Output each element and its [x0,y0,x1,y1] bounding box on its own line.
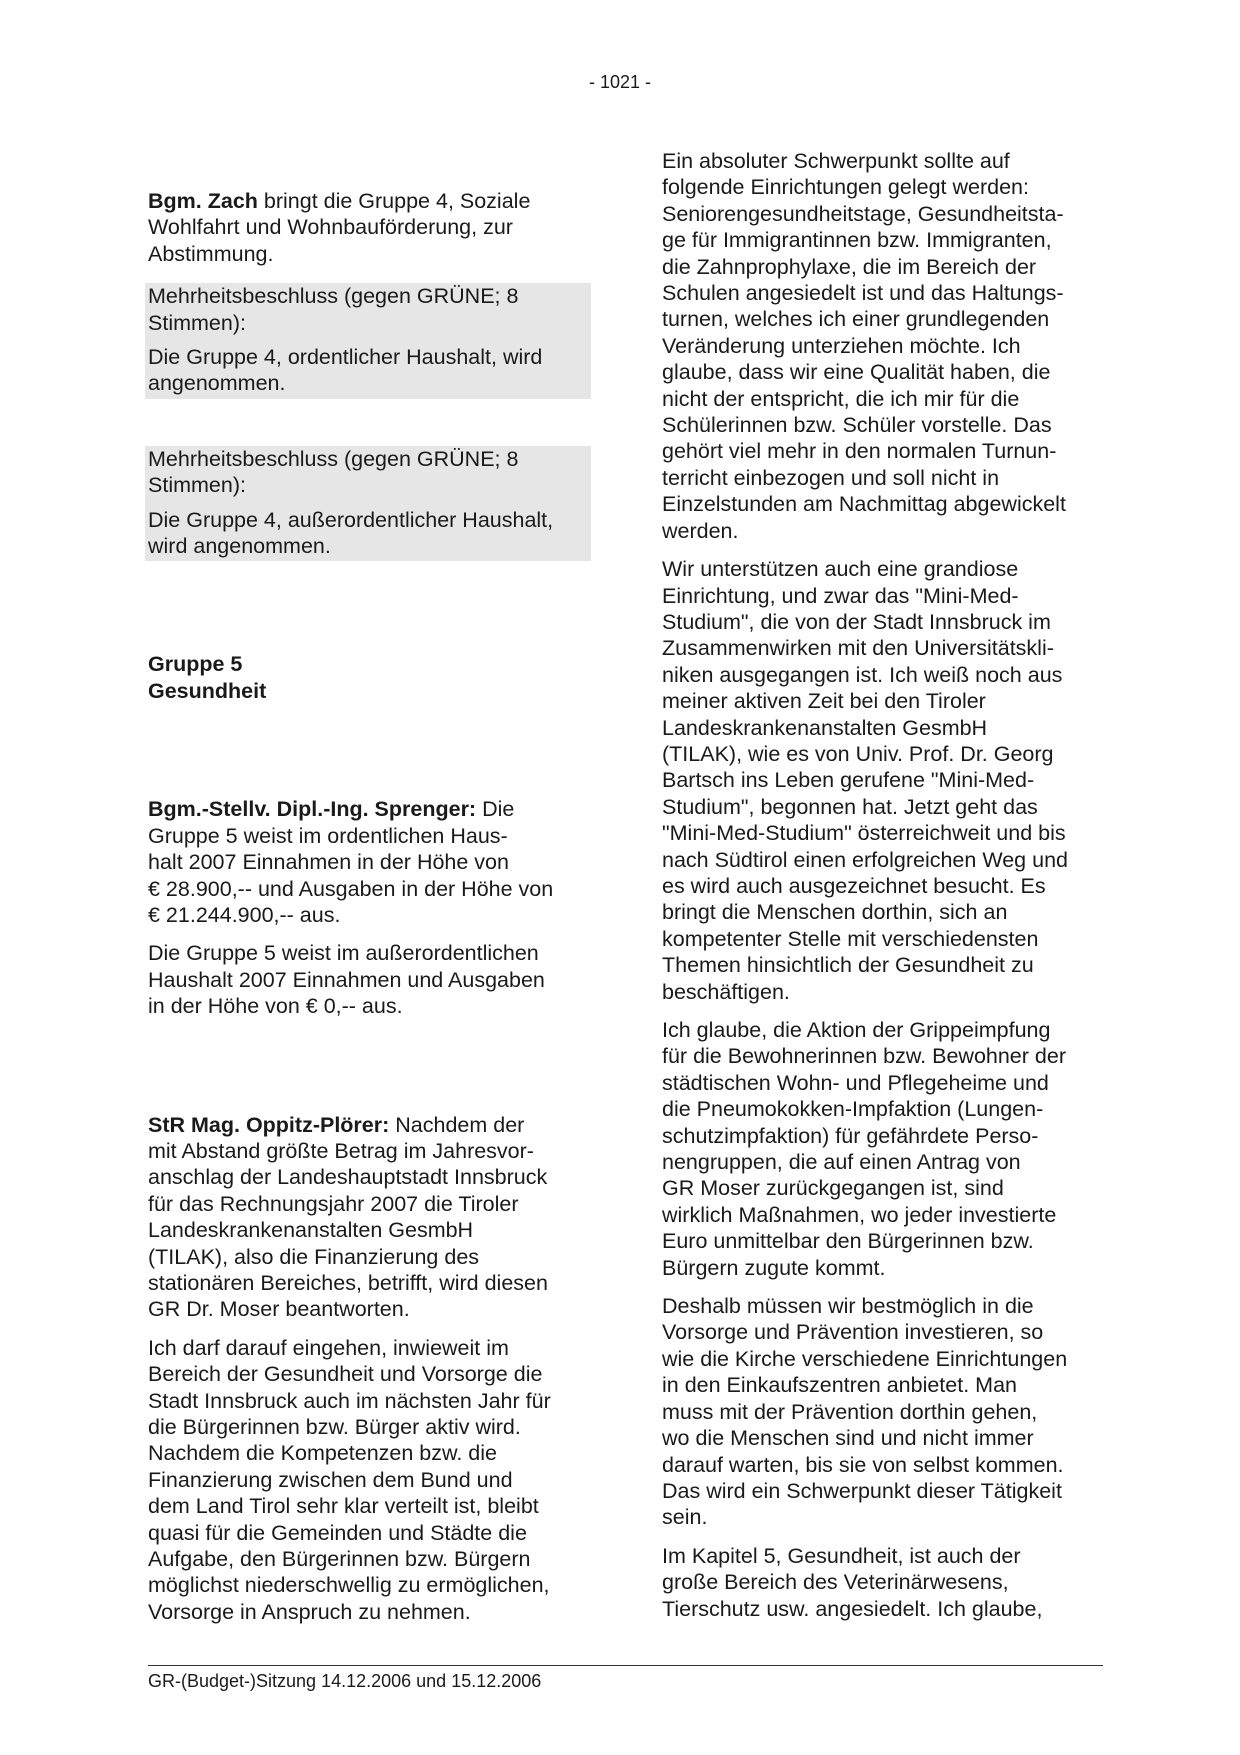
text-line: Tierschutz usw. angesiedelt. Ich glaube, [662,1596,1043,1621]
text-line: Zusammenwirken mit den Universitätskli- [662,636,1054,661]
text-line: angenommen. [148,371,286,396]
text-line: Euro unmittelbar den Bürgerinnen bzw. [662,1229,1034,1254]
text-line: Haushalt 2007 Einnahmen und Ausgaben [148,967,545,992]
text-line: € 21.244.900,-- aus. [148,902,341,927]
text-line: sein. [662,1505,708,1530]
text-line: quasi für die Gemeinden und Städte die [148,1520,527,1545]
text-line: Wohlfahrt und Wohnbauförderung, zur [148,215,513,240]
paragraph-focus-areas [662,148,1102,544]
text-line: terricht einbezogen und soll nicht in [662,465,1000,490]
section-heading [148,651,588,704]
text-line: Stadt Innsbruck auch im nächsten Jahr für [148,1388,551,1413]
text-line: wirklich Maßnahmen, wo jeder investierte [662,1202,1057,1227]
text-line: halt 2007 Einnahmen in der Höhe von [148,850,509,875]
text-line: schutzimpfaktion) für gefährdete Perso- [662,1123,1039,1148]
text-line: muss mit der Prävention dorthin gehen, [662,1399,1038,1424]
text-line: beschäftigen. [662,979,790,1004]
footer-session-label: GR-(Budget-)Sitzung 14.12.2006 und 15.12.2006 [148,1671,542,1691]
text-line: Die Gruppe 5 weist im außerordentlichen [148,941,539,966]
text-line: Deshalb müssen wir bestmöglich in die [662,1294,1034,1319]
text-line: in der Höhe von € 0,-- aus. [148,994,403,1019]
paragraph-prevention [148,1335,588,1625]
text-line: stationären Bereiches, betrifft, wird diesen [148,1270,548,1295]
text-line: Stimmen): [148,473,246,498]
heading-line: Gruppe 5 [148,652,243,677]
text-line: Veränderung unterziehen möchte. Ich [662,333,1021,358]
resolution-box-extraordinary [145,446,591,562]
text-line: die Zahnprophylaxe, die im Bereich der [662,254,1037,279]
text-line: GR Dr. Moser beantworten. [148,1297,410,1322]
left-column [148,188,588,1637]
text-line: mit Abstand größte Betrag im Jahresvor- [148,1138,534,1163]
text-line: Themen hinsichtlich der Gesundheit zu [662,953,1034,978]
text-line: wo die Menschen sind und nicht immer [662,1426,1034,1451]
text-line: GR Moser zurückgegangen ist, sind [662,1176,1004,1201]
text-line: Bereich der Gesundheit und Vorsorge die [148,1362,543,1387]
paragraph-oppitz-ploerer [148,1112,588,1323]
paragraph-extraordinary-budget [148,940,588,1019]
text-line: wie die Kirche verschiedene Einrichtungen [662,1346,1068,1371]
paragraph-veterinary [662,1543,1102,1622]
text-line: Seniorengesundheitstage, Gesundheitsta- [662,201,1064,226]
text-line: nicht der entspricht, die ich mir für die [662,386,1020,411]
text-line: darauf warten, bis sie von selbst kommen. [662,1452,1064,1477]
text-line: (TILAK), also die Finanzierung des [148,1244,480,1269]
text-line: Einrichtung, und zwar das "Mini-Med- [662,583,1019,608]
text-line: Ich darf darauf eingehen, inwieweit im [148,1335,509,1360]
text-line: bringt die Gruppe 4, Soziale [257,189,531,213]
paragraph-prevention-investment [662,1293,1102,1531]
text-line: bringt die Menschen dorthin, sich an [662,900,1008,925]
text-line: Das wird ein Schwerpunkt dieser Tätigkeit [662,1478,1062,1503]
text-line: die Pneumokokken-Impfaktion (Lungen- [662,1097,1044,1122]
text-line: Vorsorge in Anspruch zu nehmen. [148,1599,471,1624]
text-line: es wird auch ausgezeichnet besucht. Es [662,873,1046,898]
paragraph-sprenger [148,796,588,928]
text-line: nach Südtirol einen erfolgreichen Weg und [662,847,1068,872]
text-line: (TILAK), wie es von Univ. Prof. Dr. Georg [662,741,1054,766]
text-line: Vorsorge und Prävention investieren, so [662,1320,1044,1345]
speaker-name: Bgm. Zach [148,189,258,213]
text-line: Bürgern zugute kommt. [662,1255,886,1280]
text-line: Einzelstunden am Nachmittag abgewickelt [662,492,1066,517]
text-line: folgende Einrichtungen gelegt werden: [662,175,1029,200]
text-line: möglichst niederschwellig zu ermöglichen, [148,1573,550,1598]
text-line: Schülerinnen bzw. Schüler vorstelle. Das [662,413,1052,438]
text-line: anschlag der Landeshauptstadt Innsbruck [148,1165,548,1190]
text-line: ge für Immigrantinnen bzw. Immigranten, [662,228,1052,253]
text-line: für das Rechnungsjahr 2007 die Tiroler [148,1191,519,1216]
heading-line: Gesundheit [148,678,267,703]
text-line: Ich glaube, die Aktion der Grippeimpfung [662,1018,1051,1042]
text-line: Landeskrankenanstalten GesmbH [662,715,988,740]
resolution-title [148,446,588,499]
text-line: städtischen Wohn- und Pflegeheime und [662,1070,1049,1095]
text-line: gehört viel mehr in den normalen Turnun- [662,439,1057,464]
paragraph-zach [148,188,588,267]
right-column [662,148,1102,1634]
text-line: Die [476,797,515,822]
footer-divider [148,1665,1103,1666]
text-line: dem Land Tirol sehr klar verteilt ist, bleibt [148,1494,539,1519]
paragraph-vaccination [662,1017,1102,1281]
text-line: für die Bewohnerinnen bzw. Bewohner der [662,1044,1066,1069]
text-line: Studium", begonnen hat. Jetzt geht das [662,794,1038,819]
text-line: Mehrheitsbeschluss (gegen GRÜNE; 8 [148,446,519,471]
text-line: werden. [662,518,739,543]
text-line: niken ausgegangen ist. Ich weiß noch aus [662,662,1063,687]
text-line: meiner aktiven Zeit bei den Tiroler [662,689,986,714]
text-line: Landeskrankenanstalten GesmbH [148,1218,474,1243]
resolution-title [148,283,588,336]
text-line: Ein absoluter Schwerpunkt sollte auf [662,149,1010,173]
text-line: nengruppen, die auf einen Antrag von [662,1150,1021,1175]
text-line: Im Kapitel 5, Gesundheit, ist auch der [662,1543,1021,1568]
text-line: in den Einkaufszentren anbietet. Man [662,1373,1017,1398]
text-line: "Mini-Med-Studium" österreichweit und bis [662,821,1066,846]
resolution-box-ordinary [145,283,591,399]
resolution-text [148,507,588,560]
text-line: Schulen angesiedelt ist und das Haltungs- [662,281,1064,306]
text-line: turnen, welches ich einer grundlegenden [662,307,1050,332]
text-line: Wir unterstützen auch eine grandiose [662,557,1019,582]
text-line: € 28.900,-- und Ausgaben in der Höhe von [148,876,554,901]
text-line: glaube, dass wir eine Qualität haben, die [662,360,1051,385]
speaker-name: Bgm.-Stellv. Dipl.-Ing. Sprenger: [148,797,477,822]
text-line: Die Gruppe 4, ordentlicher Haushalt, wird [148,345,543,370]
speaker-name: StR Mag. Oppitz-Plörer: [148,1112,390,1137]
text-line: Abstimmung. [148,241,274,266]
text-line: Studium", die von der Stadt Innsbruck im [662,609,1051,634]
text-line: Mehrheitsbeschluss (gegen GRÜNE; 8 [148,284,519,309]
text-line: Aufgabe, den Bürgerinnen bzw. Bürgern [148,1547,531,1572]
text-line: große Bereich des Veterinärwesens, [662,1570,1009,1595]
text-line: Bartsch ins Leben gerufene "Mini-Med- [662,768,1035,793]
text-line: Gruppe 5 weist im ordentlichen Haus- [148,823,508,848]
paragraph-mini-med [662,556,1102,1005]
text-line: kompetenter Stelle mit verschiedensten [662,926,1039,951]
text-line: Die Gruppe 4, außerordentlicher Haushalt, [148,507,554,532]
resolution-text [148,344,588,397]
text-line: Finanzierung zwischen dem Bund und [148,1467,513,1492]
text-line: die Bürgerinnen bzw. Bürger aktiv wird. [148,1415,521,1439]
text-line: Stimmen): [148,310,246,335]
text-line: Nachdem die Kompetenzen bzw. die [148,1441,497,1466]
page-number: - 1021 - [588,72,652,92]
text-line: wird angenommen. [148,534,331,559]
text-line: Nachdem der [389,1112,525,1137]
